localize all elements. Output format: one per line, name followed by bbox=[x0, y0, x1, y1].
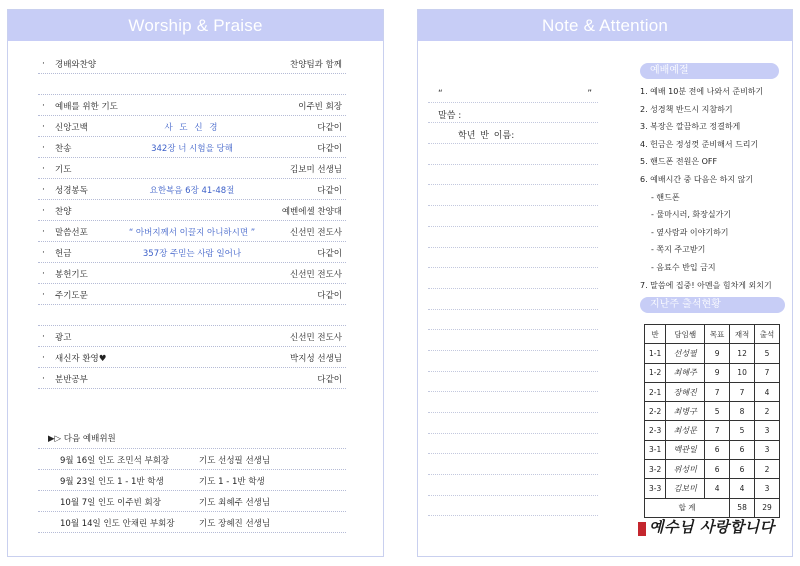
attendance-cell: 7 bbox=[705, 382, 730, 401]
note-line bbox=[428, 310, 598, 331]
order-label: 주기도문 bbox=[55, 291, 88, 301]
attendance-cell: 4 bbox=[755, 382, 780, 401]
rule-subitem: - 물마시러, 화장실가기 bbox=[651, 210, 732, 220]
order-row bbox=[38, 263, 346, 284]
attendance-row bbox=[645, 460, 780, 479]
order-row bbox=[38, 200, 346, 221]
attendance-cell: 3 bbox=[755, 479, 780, 498]
order-row bbox=[38, 116, 346, 137]
next-worship-row bbox=[38, 491, 346, 512]
attendance-cell: 8 bbox=[730, 402, 755, 421]
order-label: 광고 bbox=[55, 333, 72, 343]
bullet-dot: · bbox=[42, 143, 45, 153]
attendance-cell: 3-2 bbox=[645, 460, 666, 479]
note-line bbox=[428, 434, 598, 455]
note-header: Note & Attention bbox=[418, 10, 792, 41]
note-line bbox=[428, 351, 598, 372]
order-row bbox=[38, 179, 346, 200]
note-line bbox=[428, 496, 598, 517]
next-worship-title-row bbox=[38, 425, 346, 449]
rule-item: 5. 핸드폰 전원은 OFF bbox=[640, 157, 718, 167]
order-right: 다같이 bbox=[317, 123, 342, 133]
rule-subitem: - 음료수 반입 금지 bbox=[651, 262, 716, 272]
attendance-row bbox=[645, 479, 780, 498]
bullet-dot: · bbox=[42, 164, 45, 174]
bullet-dot: · bbox=[42, 185, 45, 195]
attendance-cell: 1-1 bbox=[645, 344, 666, 363]
order-row bbox=[38, 284, 346, 305]
attendance-total-enrolled: 58 bbox=[730, 498, 755, 517]
attendance-row bbox=[645, 382, 780, 401]
attendance-cell: 9 bbox=[705, 363, 730, 382]
note-line bbox=[428, 82, 598, 103]
attendance-cell: 장혜진 bbox=[666, 382, 705, 401]
attendance-row bbox=[645, 421, 780, 440]
attendance-row bbox=[645, 402, 780, 421]
order-label: 찬양 bbox=[55, 207, 72, 217]
attendance-header-cell: 담임쌤 bbox=[666, 325, 705, 344]
bullet-dot: · bbox=[42, 269, 45, 279]
attendance-cell: 6 bbox=[730, 460, 755, 479]
rule-item: 3. 복장은 깔끔하고 정결하게 bbox=[640, 122, 741, 132]
attendance-cell: 1-2 bbox=[645, 363, 666, 382]
signature-text: 예수님 사랑합니다 bbox=[649, 518, 775, 536]
order-row bbox=[38, 326, 346, 347]
order-row bbox=[38, 137, 346, 158]
order-label: 성경봉독 bbox=[55, 186, 88, 196]
red-seal-mark bbox=[638, 522, 646, 536]
note-line bbox=[428, 454, 598, 475]
bullet-dot: · bbox=[42, 59, 45, 69]
rule-subitem: - 옆사람과 이야기하기 bbox=[651, 227, 729, 237]
attendance-total-row bbox=[645, 498, 780, 517]
order-row bbox=[38, 53, 346, 74]
worship-order-list bbox=[38, 53, 346, 389]
order-label: 분반공부 bbox=[55, 375, 88, 385]
attendance-cell: 4 bbox=[730, 479, 755, 498]
attendance-cell: 선성필 bbox=[666, 344, 705, 363]
next-worship-title: ▶▷ 다음 예배위원 bbox=[48, 434, 116, 444]
note-line bbox=[428, 103, 598, 124]
class-name-label: 학년 반 이름: bbox=[458, 131, 515, 142]
attendance-cell: 2 bbox=[755, 460, 780, 479]
attendance-cell: 9 bbox=[705, 344, 730, 363]
attendance-header-cell: 출석 bbox=[755, 325, 780, 344]
order-label: 찬송 bbox=[55, 144, 72, 154]
note-line bbox=[428, 123, 598, 144]
attendance-header-cell: 목표 bbox=[705, 325, 730, 344]
attendance-cell: 10 bbox=[730, 363, 755, 382]
attendance-cell: 2-1 bbox=[645, 382, 666, 401]
bullet-dot: · bbox=[42, 290, 45, 300]
worship-rules-list bbox=[640, 86, 790, 297]
attendance-table bbox=[644, 324, 780, 518]
attendance-cell: 3 bbox=[755, 421, 780, 440]
order-right: 김보미 선생님 bbox=[290, 165, 342, 175]
attendance-cell: 7 bbox=[730, 382, 755, 401]
bullet-dot: · bbox=[42, 374, 45, 384]
order-row bbox=[38, 221, 346, 242]
attendance-row bbox=[645, 440, 780, 459]
attendance-cell: 5 bbox=[705, 402, 730, 421]
note-line bbox=[428, 289, 598, 310]
sermon-label: 말씀 : bbox=[438, 110, 462, 121]
note-line bbox=[428, 144, 598, 165]
attendance-cell: 3-3 bbox=[645, 479, 666, 498]
order-right: 신선민 전도사 bbox=[290, 270, 342, 280]
note-line bbox=[428, 475, 598, 496]
attendance-cell: 4 bbox=[705, 479, 730, 498]
rule-item: 2. 성경책 반드시 지참하기 bbox=[640, 104, 733, 114]
order-right: 예벤에셀 찬양대 bbox=[281, 207, 342, 217]
bullet-dot: · bbox=[42, 353, 45, 363]
order-label: 말씀선포 bbox=[55, 228, 88, 238]
bullet-dot: · bbox=[42, 248, 45, 258]
order-row bbox=[38, 347, 346, 368]
next-leader: 10월 14일 인도 안채린 부회장 bbox=[60, 519, 175, 529]
attendance-total-label: 합 계 bbox=[645, 498, 730, 517]
order-label: 기도 bbox=[55, 165, 72, 175]
next-leader: 9월 16일 인도 조민석 부회장 bbox=[60, 456, 170, 466]
next-worship-row bbox=[38, 470, 346, 491]
order-right: 다같이 bbox=[317, 375, 342, 385]
attendance-cell: 5 bbox=[730, 421, 755, 440]
note-line bbox=[428, 227, 598, 248]
attendance-cell: 2 bbox=[755, 402, 780, 421]
attendance-cell: 2-2 bbox=[645, 402, 666, 421]
order-right: 다같이 bbox=[317, 249, 342, 259]
order-mid: “ 아버지께서 이끌지 아니하시면 ” bbox=[128, 228, 256, 238]
attendance-title-pill: 지난주 출석현황 bbox=[640, 297, 785, 313]
order-right: 박지성 선생님 bbox=[290, 354, 342, 364]
next-worship-row bbox=[38, 449, 346, 470]
order-right: 신선민 전도사 bbox=[290, 333, 342, 343]
next-prayer: 기도 선성필 선생님 bbox=[199, 456, 271, 466]
attendance-cell: 3 bbox=[755, 440, 780, 459]
note-line bbox=[428, 372, 598, 393]
bullet-dot: · bbox=[42, 101, 45, 111]
note-line bbox=[428, 185, 598, 206]
next-worship-row bbox=[38, 512, 346, 533]
attendance-cell: 위성미 bbox=[666, 460, 705, 479]
note-line bbox=[428, 206, 598, 227]
order-right: 다같이 bbox=[317, 144, 342, 154]
attendance-cell: 김보미 bbox=[666, 479, 705, 498]
note-line bbox=[428, 392, 598, 413]
note-line bbox=[428, 330, 598, 351]
rule-subitem: - 핸드폰 bbox=[651, 192, 680, 202]
attendance-cell: 최혜주 bbox=[666, 363, 705, 382]
rule-subitem: - 쪽지 주고받기 bbox=[651, 245, 706, 255]
order-label: 헌금 bbox=[55, 249, 72, 259]
next-leader: 9월 23일 인도 1 - 1반 학생 bbox=[60, 477, 164, 487]
rule-item: 4. 헌금은 정성껏 준비해서 드리기 bbox=[640, 139, 759, 149]
signature-area bbox=[638, 517, 780, 539]
attendance-total-present: 29 bbox=[755, 498, 780, 517]
order-right: 다같이 bbox=[317, 186, 342, 196]
attendance-cell: 7 bbox=[705, 421, 730, 440]
attendance-row bbox=[645, 344, 780, 363]
bullet-dot: · bbox=[42, 122, 45, 132]
attendance-cell: 6 bbox=[705, 440, 730, 459]
order-mid: 사 도 신 경 bbox=[164, 123, 220, 133]
rule-item: 6. 예배시간 중 다음은 하지 않기 bbox=[640, 174, 754, 184]
order-mid: 요한복음 6장 41-48절 bbox=[149, 186, 235, 196]
attendance-row bbox=[645, 363, 780, 382]
attendance-cell: 7 bbox=[755, 363, 780, 382]
order-row bbox=[38, 158, 346, 179]
order-right: 찬양팀과 함께 bbox=[290, 60, 342, 70]
next-prayer: 기도 최혜주 선생님 bbox=[199, 498, 271, 508]
next-leader: 10월 7일 인도 이주빈 회장 bbox=[60, 498, 161, 508]
bullet-dot: · bbox=[42, 206, 45, 216]
rule-item: 1. 예배 10분 전에 나와서 준비하기 bbox=[640, 87, 764, 96]
quote-close: ” bbox=[587, 89, 592, 99]
note-line bbox=[428, 268, 598, 289]
note-line bbox=[428, 248, 598, 269]
bullet-dot: · bbox=[42, 227, 45, 237]
order-row bbox=[38, 95, 346, 116]
attendance-cell: 2-3 bbox=[645, 421, 666, 440]
order-label: 봉헌기도 bbox=[55, 270, 88, 280]
attendance-cell: 12 bbox=[730, 344, 755, 363]
order-label: 경배와찬양 bbox=[55, 60, 97, 70]
next-worship-section bbox=[38, 425, 346, 533]
order-mid: 357장 주믿는 사람 일어나 bbox=[142, 249, 242, 259]
attendance-header-cell: 재적 bbox=[730, 325, 755, 344]
order-row bbox=[38, 242, 346, 263]
order-label: 신앙고백 bbox=[55, 123, 88, 133]
attendance-header-cell: 반 bbox=[645, 325, 666, 344]
order-right: 이주빈 회장 bbox=[298, 102, 342, 112]
attendance-cell: 6 bbox=[730, 440, 755, 459]
worship-header: Worship & Praise bbox=[8, 10, 383, 41]
attendance-cell: 최성문 bbox=[666, 421, 705, 440]
attendance-cell: 최병구 bbox=[666, 402, 705, 421]
note-line bbox=[428, 165, 598, 186]
rules-title-pill: 예배예절 bbox=[640, 63, 779, 79]
attendance-cell: 3-1 bbox=[645, 440, 666, 459]
order-row bbox=[38, 305, 346, 326]
attendance-cell: 6 bbox=[705, 460, 730, 479]
rule-item: 7. 말씀에 집중! 아멘을 힘차게 외치기 bbox=[640, 280, 772, 290]
next-prayer: 기도 장혜진 선생님 bbox=[199, 519, 271, 529]
order-right: 신선민 전도사 bbox=[290, 228, 342, 238]
order-row bbox=[38, 74, 346, 95]
order-mid: 342장 너 시험을 당해 bbox=[151, 144, 233, 154]
attendance-cell: 백관일 bbox=[666, 440, 705, 459]
attendance-cell: 5 bbox=[755, 344, 780, 363]
order-label: 예배를 위한 기도 bbox=[55, 102, 118, 112]
next-prayer: 기도 1 - 1반 학생 bbox=[199, 477, 265, 487]
note-line bbox=[428, 413, 598, 434]
order-label: 새신자 환영♥ bbox=[55, 354, 107, 364]
note-lines bbox=[428, 82, 598, 516]
order-row bbox=[38, 368, 346, 389]
order-right: 다같이 bbox=[317, 291, 342, 301]
attendance-header-row bbox=[645, 325, 780, 344]
bullet-dot: · bbox=[42, 332, 45, 342]
quote-open: “ bbox=[438, 89, 443, 99]
